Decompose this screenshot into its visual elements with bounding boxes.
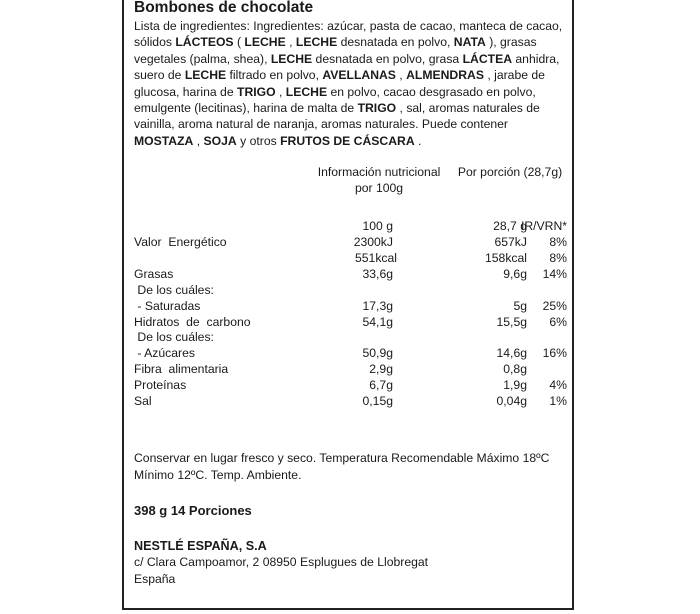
- value-ir-vrn: 8%: [549, 235, 567, 249]
- nutrient-name: Sal: [134, 394, 152, 408]
- net-content: 398 g 14 Porciones: [134, 503, 252, 518]
- nutrient-name: - Saturadas: [134, 298, 201, 313]
- nutrition-units-row: [134, 218, 567, 234]
- allergen-highlight: ALMENDRAS: [406, 68, 484, 83]
- value-per-100g: 0,15g: [362, 394, 393, 408]
- nutrient-name: Proteínas: [134, 378, 187, 393]
- units-ir-vrn: IR/VRN*: [520, 219, 567, 233]
- manufacturer-country: España: [134, 571, 176, 586]
- nutrient-name: De los cuáles:: [134, 282, 214, 297]
- value-ir-vrn: 14%: [542, 266, 567, 281]
- nutrition-row: [134, 298, 567, 314]
- ingredients-text: Lista de ingredientes: Ingredientes: azúcar, pasta de cacao, manteca de cacao, sólidos: [134, 19, 563, 50]
- allergen-highlight: SOJA: [203, 133, 237, 148]
- allergen-highlight: LECHE: [244, 35, 286, 50]
- allergen-highlight: AVELLANAS: [322, 68, 396, 83]
- ingredients-text: desnatada en polvo, grasa: [312, 51, 463, 66]
- value-per-100g: 2,9g: [369, 362, 393, 377]
- ingredients-text: ), grasas vegetales (palma, shea),: [134, 35, 537, 66]
- ingredients-text: ,: [193, 133, 204, 148]
- value-per-100g: 6,7g: [369, 378, 393, 393]
- value-per-portion: 158kcal: [484, 250, 527, 265]
- ingredients-text: (: [233, 35, 245, 50]
- product-title: Bombones de chocolate: [134, 0, 314, 16]
- allergen-highlight: LÁCTEA: [462, 51, 513, 66]
- storage-line-1: Conservar en lugar fresco y seco. Temperatura Recomendable Máximo 18ºC: [134, 451, 550, 465]
- ingredients-text: ,: [395, 68, 407, 83]
- manufacturer-company: NESTLÉ ESPAÑA, S.A: [134, 539, 267, 553]
- nutrition-header-per-100g: [314, 164, 444, 196]
- nutrition-header-per-100g-line2: por 100g: [354, 181, 404, 195]
- ingredients-text: desnatada en polvo,: [337, 35, 454, 50]
- nutrition-row: [134, 377, 567, 393]
- manufacturer-address: c/ Clara Campoamor, 2 08950 Esplugues de Llobregat: [134, 555, 429, 570]
- nutrition-row: [134, 361, 567, 377]
- ingredients-text: , sal, aromas naturales de vainilla, aroma natural de naranja, aromas naturales. Puede contener: [134, 101, 540, 132]
- nutrition-row: [134, 250, 567, 266]
- nutrition-row: [134, 266, 567, 282]
- value-per-100g: 50,9g: [362, 346, 393, 361]
- allergen-highlight: LECHE: [270, 51, 313, 66]
- nutrient-name: Hidratos de carbono: [134, 314, 251, 329]
- value-per-portion: 657kJ: [494, 235, 527, 249]
- allergen-highlight: TRIGO: [357, 101, 397, 116]
- nutrition-row: [134, 234, 567, 250]
- ingredients-text: .: [414, 133, 422, 148]
- value-ir-vrn: 25%: [542, 298, 567, 313]
- nutrition-header-per-portion: Por porción (28,7g): [457, 165, 563, 179]
- units-per-portion: 28,7 g: [493, 219, 527, 233]
- ingredients-text: anhidra, suero de: [134, 51, 560, 83]
- manufacturer-info: [134, 538, 428, 587]
- units-per-100g: 100 g: [362, 219, 393, 233]
- allergen-highlight: LECHE: [184, 68, 227, 83]
- ingredients-text: y otros: [236, 133, 281, 148]
- value-per-100g: 2300kJ: [353, 235, 393, 249]
- storage-line-2: Mínimo 12ºC. Temp. Ambiente.: [134, 468, 302, 482]
- nutrient-name: Grasas: [134, 266, 174, 281]
- value-per-100g: 54,1g: [362, 314, 393, 329]
- value-per-portion: 1,9g: [503, 378, 527, 393]
- value-per-portion: 15,5g: [496, 314, 527, 329]
- value-ir-vrn: 4%: [549, 378, 567, 393]
- nutrient-name: Fibra alimentaria: [134, 362, 229, 377]
- ingredients-text: en polvo, cacao desgrasado en polvo, emulgente (lecitinas), harina de malta de: [134, 84, 536, 116]
- nutrition-row: [134, 393, 567, 409]
- nutrient-name: - Azúcares: [134, 346, 195, 361]
- storage-instructions: [134, 450, 566, 484]
- allergen-highlight: FRUTOS DE CÁSCARA: [280, 133, 415, 148]
- value-per-portion: 14,6g: [496, 346, 527, 361]
- value-per-100g: 551kcal: [354, 250, 397, 265]
- allergen-highlight: LECHE: [285, 84, 328, 99]
- nutrition-header-per-100g-line1: Información nutricional: [317, 165, 441, 179]
- value-ir-vrn: 16%: [542, 346, 567, 361]
- value-per-portion: 9,6g: [503, 266, 527, 281]
- value-per-portion: 5g: [513, 298, 527, 313]
- allergen-highlight: TRIGO: [237, 84, 276, 99]
- ingredients-text: , jarabe de glucosa, harina de: [134, 68, 545, 99]
- ingredients-text: filtrado en polvo,: [226, 68, 323, 83]
- nutrient-name: De los cuáles:: [134, 330, 214, 345]
- nutrition-row: [134, 282, 567, 298]
- nutrient-name: Valor Energético: [134, 235, 227, 249]
- ingredients-text: ,: [285, 35, 296, 50]
- value-ir-vrn: 8%: [549, 250, 567, 265]
- value-per-100g: 17,3g: [362, 298, 393, 313]
- ingredients-list: [134, 18, 566, 149]
- nutrition-row: [134, 329, 567, 345]
- allergen-highlight: MOSTAZA: [134, 133, 194, 148]
- allergen-highlight: NATA: [453, 35, 486, 50]
- nutrition-row: [134, 314, 567, 330]
- ingredients-text: ,: [275, 84, 286, 99]
- value-per-100g: 33,6g: [362, 266, 393, 281]
- value-ir-vrn: 1%: [549, 394, 567, 408]
- value-per-portion: 0,8g: [503, 362, 527, 377]
- allergen-highlight: LÁCTEOS: [175, 35, 234, 50]
- allergen-highlight: LECHE: [295, 35, 338, 50]
- value-per-portion: 0,04g: [496, 394, 527, 408]
- value-ir-vrn: 6%: [549, 314, 567, 329]
- nutrition-row: [134, 345, 567, 361]
- product-label: [122, 0, 574, 610]
